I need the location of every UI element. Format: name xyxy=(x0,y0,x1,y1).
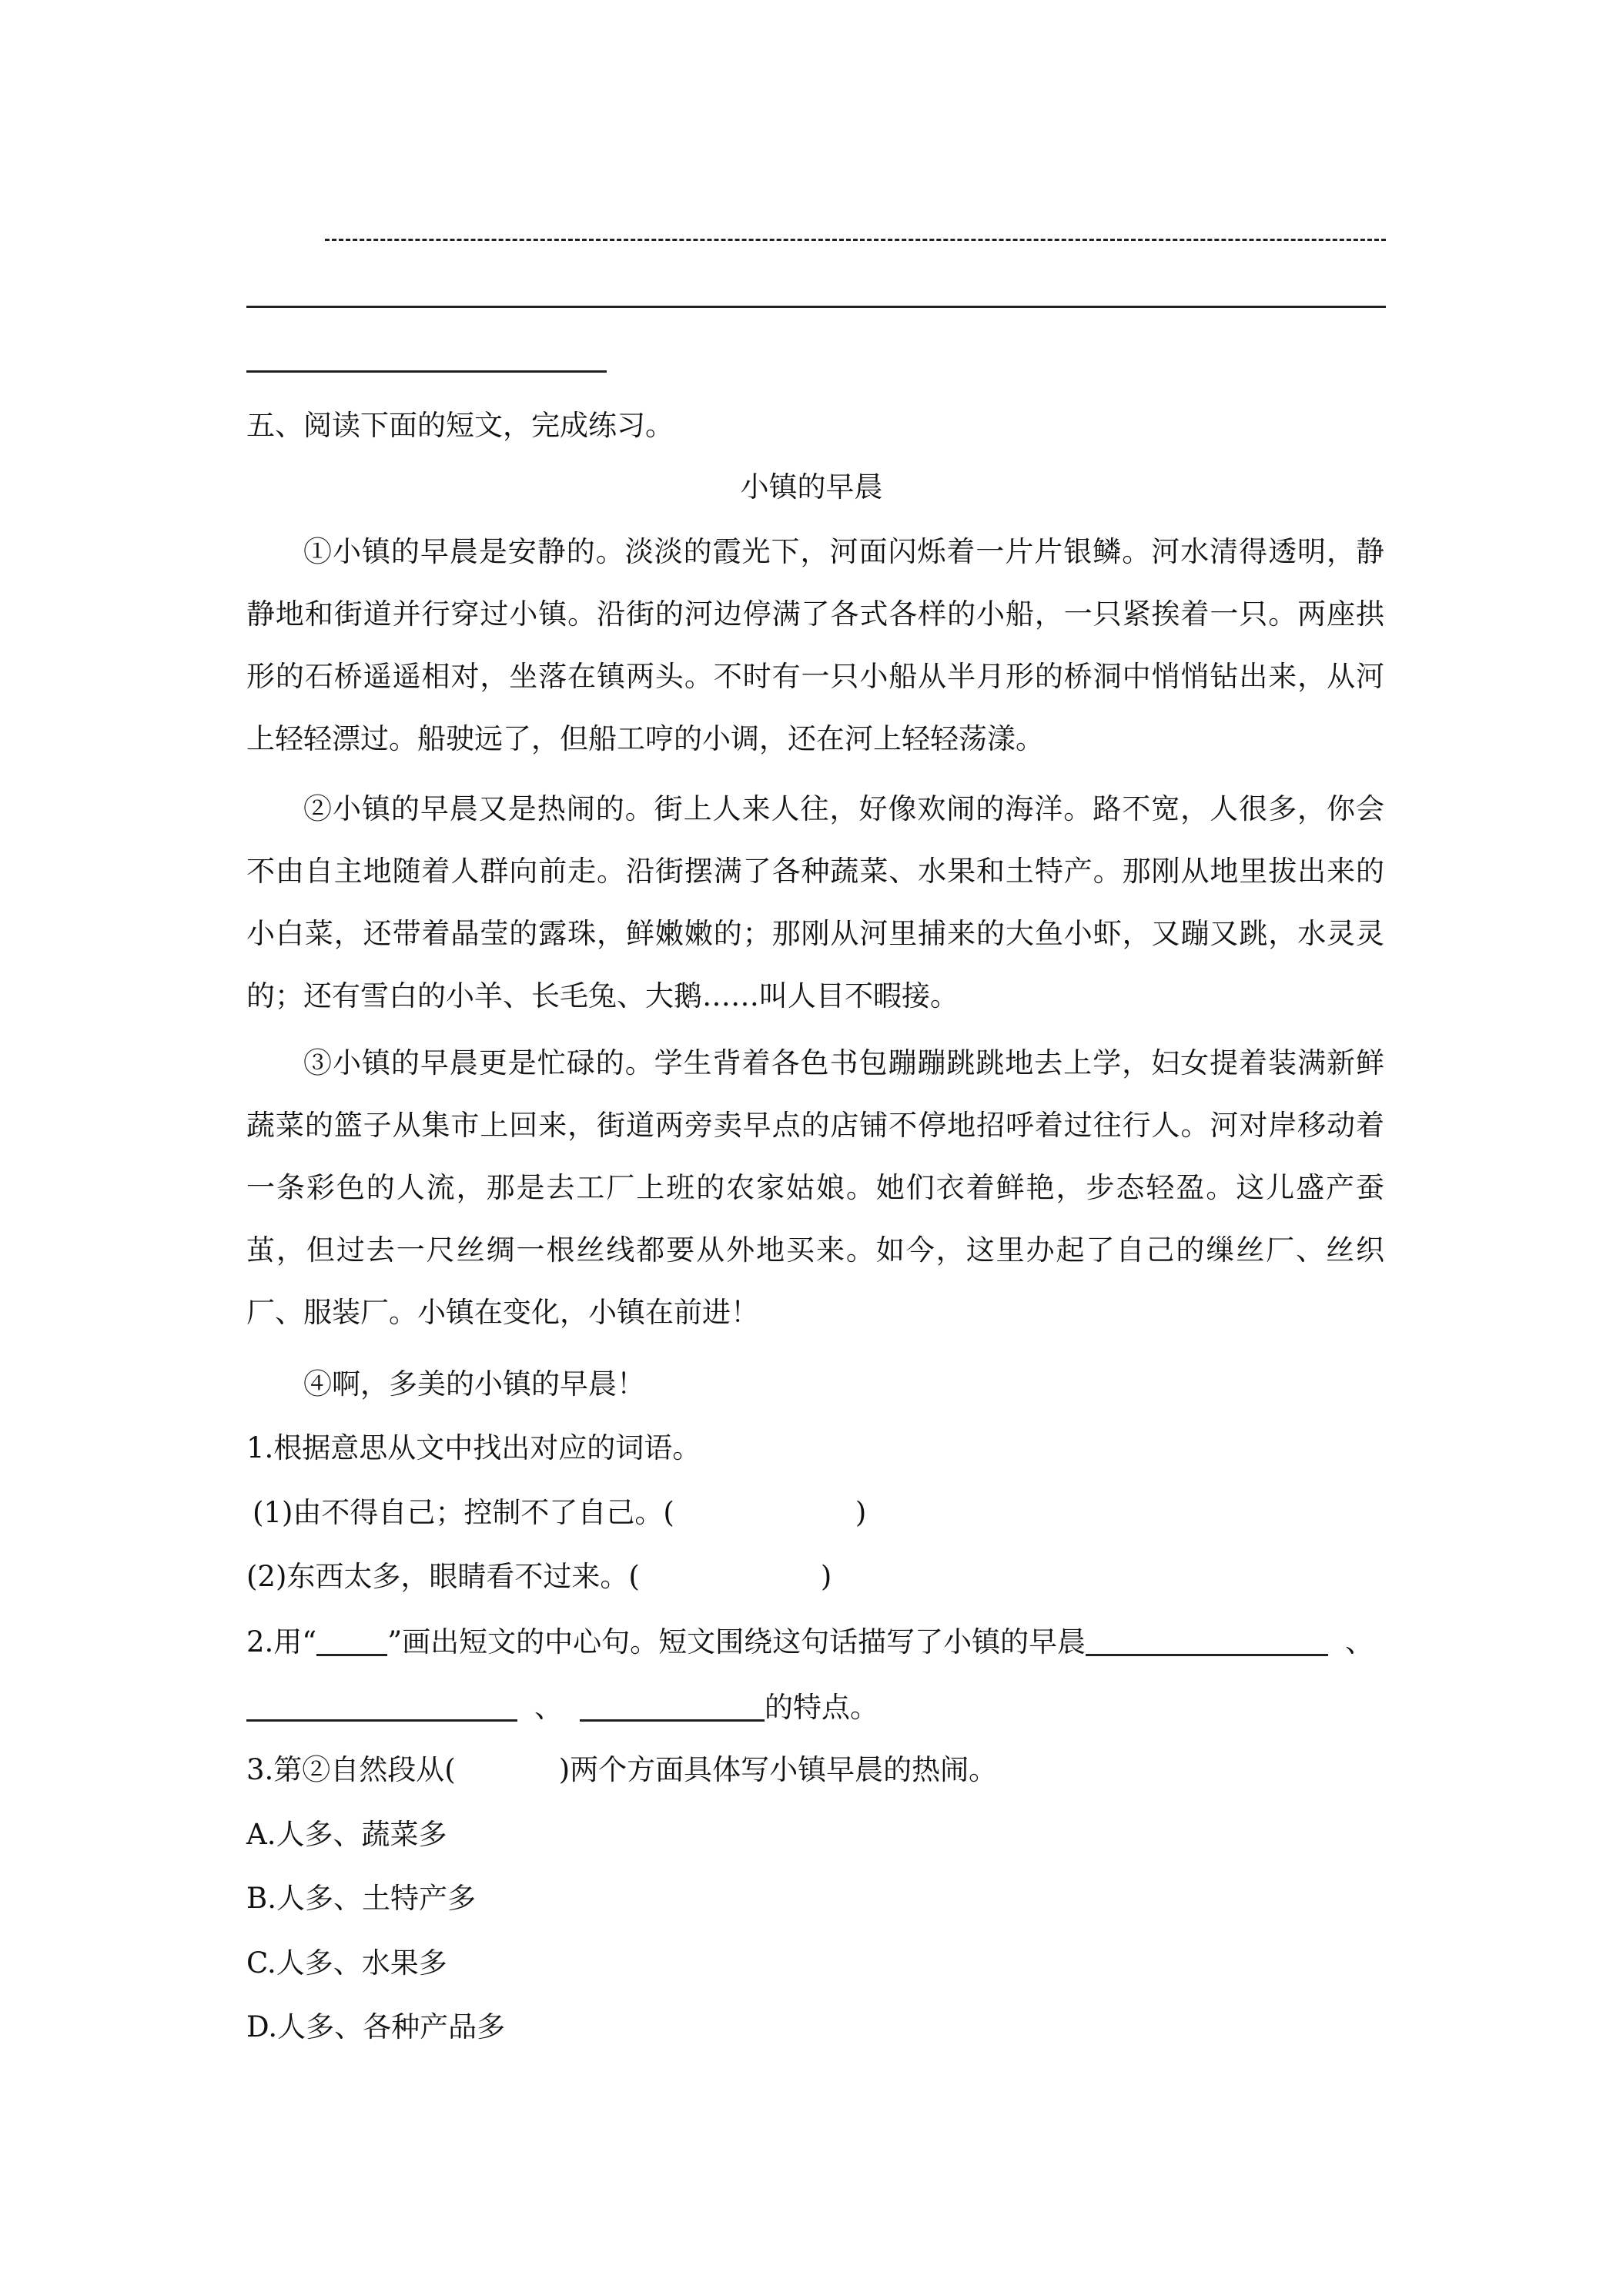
q1-item-2-text: (2)东西太多，眼睛看不过来。( xyxy=(246,1560,640,1593)
paragraph-1: ①小镇的早晨是安静的。淡淡的霞光下，河面闪烁着一片片银鳞。河水清得透明，静静地和街道并行穿过小镇。沿街的河边停满了各式各样的小船，一只紧挨着一只。两座拱形的石桥遥遥相对，坐落在镇两头。不时有一只小船从半月形的桥洞中悄悄钻出来，从河上轻轻漂过。船驶远了，但船工哼的小调，还在河上轻轻荡漾。 xyxy=(246,535,1384,755)
answer-line-1 xyxy=(325,239,1386,241)
q2-continued xyxy=(246,1689,878,1725)
q1-item-2 xyxy=(246,1559,832,1595)
section-heading: 五、阅读下面的短文，完成练习。 xyxy=(246,409,674,442)
q2-tail: 的特点。 xyxy=(765,1691,878,1724)
q2-sep-2: 、 xyxy=(534,1691,563,1724)
underline-sample xyxy=(316,1623,387,1656)
q1-stem: 1.根据意思从文中找出对应的词语。 xyxy=(246,1431,701,1464)
paragraph-4: ④啊，多美的小镇的早晨！ xyxy=(303,1367,645,1401)
q3-option-d[interactable]: D.人多、各种产品多 xyxy=(246,2010,506,2043)
paragraph-2: ②小镇的早晨又是热闹的。街上人来人往，好像欢闹的海洋。路不宽，人很多，你会不由自主地随着人群向前走。沿街摆满了各种蔬菜、水果和土特产。那刚从地里拔出来的小白菜，还带着晶莹的露珠，鲜嫩嫩的；那刚从河里捕来的大鱼小虾，又蹦又跳，水灵灵的；还有雪白的小羊、长毛兔、大鹅……叫人目不暇接。 xyxy=(246,792,1384,1012)
q2-stem-b: ”画出短文的中心句。短文围绕这句话描写了小镇的早晨 xyxy=(387,1625,1086,1658)
article-title: 小镇的早晨 xyxy=(740,470,883,504)
q3-stem-a: 3.第②自然段从( xyxy=(246,1753,456,1786)
q1-item-1-close: ) xyxy=(855,1496,867,1529)
q2-blank-3[interactable] xyxy=(580,1689,765,1722)
answer-line-2 xyxy=(246,306,1386,308)
q3-stem xyxy=(246,1752,997,1788)
q3-stem-b: )两个方面具体写小镇早晨的热闹。 xyxy=(558,1753,998,1786)
q1-item-1-text: (1)由不得自己；控制不了自己。( xyxy=(253,1496,674,1529)
q2-sep-1: 、 xyxy=(1345,1625,1374,1658)
q2-blank-2[interactable] xyxy=(246,1689,517,1722)
paragraph-3: ③小镇的早晨更是忙碌的。学生背着各色书包蹦蹦跳跳地去上学，妇女提着装满新鲜蔬菜的篮子从集市上回来，街道两旁卖早点的店铺不停地招呼着过往行人。河对岸移动着一条彩色的人流，那是去工厂上班的农家姑娘。她们衣着鲜艳，步态轻盈。这儿盛产蚕茧，但过去一尺丝绸一根丝线都要从外地买来。如今，这里办起了自己的缫丝厂、丝织厂、服装厂。小镇在变化，小镇在前进！ xyxy=(246,1046,1384,1329)
q1-item-2-close: ) xyxy=(820,1560,832,1593)
q3-option-b[interactable]: B.人多、土特产多 xyxy=(246,1882,476,1915)
q2-stem xyxy=(246,1623,1374,1660)
q3-option-a[interactable]: A.人多、蔬菜多 xyxy=(246,1818,447,1851)
q2-stem-a: 2.用“ xyxy=(246,1625,317,1658)
q2-blank-1[interactable] xyxy=(1086,1623,1328,1656)
q1-item-1 xyxy=(253,1495,866,1531)
q3-option-c[interactable]: C.人多、水果多 xyxy=(246,1946,447,1980)
answer-line-3 xyxy=(246,370,607,373)
